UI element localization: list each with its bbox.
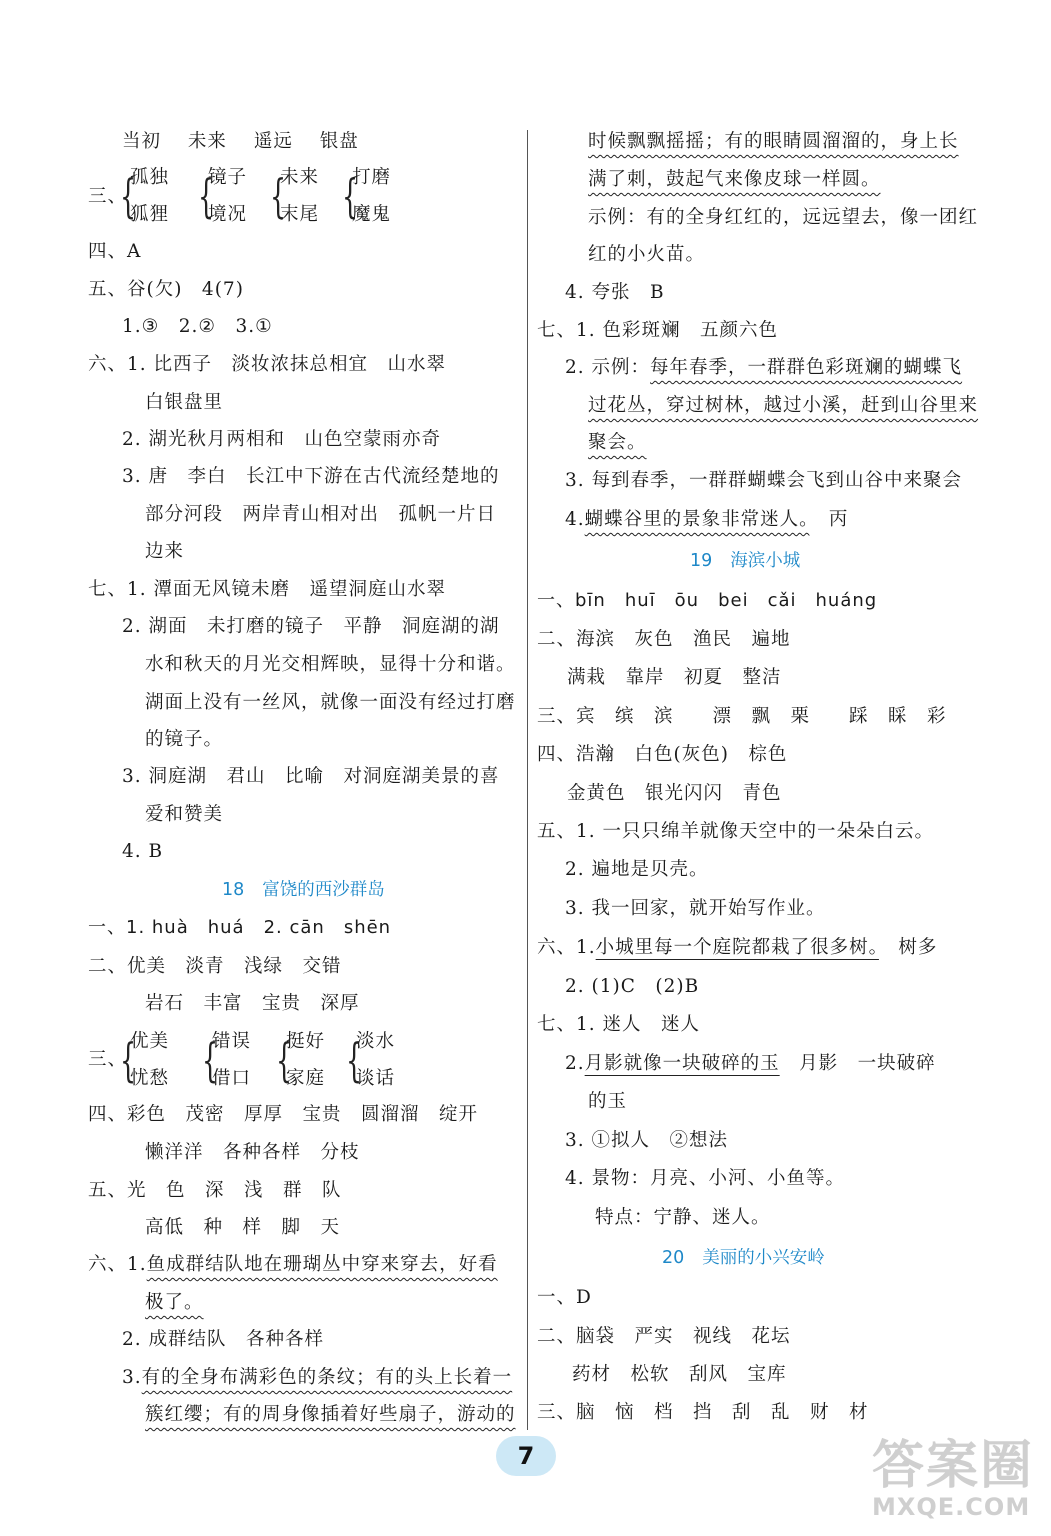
- lesson-title: [662, 1243, 825, 1273]
- underlined-answer: 满了刺，鼓起气来像皮球一样圆。: [588, 169, 881, 190]
- brace-word: 末尾: [280, 204, 320, 225]
- answer-line: 3. ①拟人 ②想法: [565, 1130, 729, 1151]
- underlined-answer: 过花丛，穿过树林，越过小溪，赶到山谷里来: [588, 395, 979, 416]
- brace-mark: {: [346, 1033, 363, 1087]
- brace-mark: {: [270, 169, 287, 223]
- watermark: [872, 1438, 1042, 1530]
- underlined-answer: 每年春季，一群群色彩斑斓的蝴蝶飞: [650, 357, 963, 378]
- answer-line: [588, 391, 978, 421]
- answer-line: 边来: [145, 541, 185, 562]
- answer-line: 3. 洞庭湖 君山 比喻 对洞庭湖美景的喜: [122, 766, 500, 787]
- underlined-answer: 有的全身布满彩色的条纹；有的头上长着一: [141, 1367, 513, 1388]
- lesson-number: 19: [690, 551, 713, 571]
- column-divider: [527, 130, 528, 1430]
- brace-word: 优美: [130, 1031, 170, 1052]
- brace-mark: {: [342, 169, 359, 223]
- answer-line: 白银盘里: [145, 392, 224, 413]
- section-label: 三、: [88, 1049, 128, 1070]
- answer-line: 4. 夸张 B: [565, 282, 665, 303]
- lesson-name: 富饶的西沙群岛: [262, 880, 385, 900]
- brace-mark: {: [198, 169, 215, 223]
- underlined-answer: 簇红缨；有的周身像插着好些扇子，游动的: [145, 1404, 516, 1425]
- brace-mark: {: [120, 1033, 137, 1087]
- underlined-answer: 鱼成群结队地在珊瑚丛中穿来穿去，好看: [146, 1254, 498, 1275]
- brace-mark: {: [276, 1033, 293, 1087]
- answer-line: [122, 127, 359, 157]
- lesson-name: 海滨小城: [730, 551, 801, 571]
- page-number: 7: [517, 1442, 535, 1470]
- brace-mark: {: [202, 1033, 219, 1087]
- answer-line: 4. B: [122, 841, 164, 862]
- answer-line: [588, 165, 881, 195]
- answer-line: 3. 每到春季，一群群蝴蝶会飞到山谷中来聚会: [565, 470, 963, 491]
- brace-word: 未来: [280, 167, 320, 188]
- word: 遥远: [253, 131, 293, 152]
- answer-text: 月影 一块破碎: [779, 1053, 936, 1074]
- answer-line: [565, 353, 962, 383]
- brace-mark: {: [120, 169, 137, 223]
- answer-line: [122, 1363, 512, 1393]
- answer-line: 四、彩色 茂密 厚厚 宝贵 圆溜溜 绽开: [88, 1104, 479, 1125]
- item-number: 3.: [122, 1367, 142, 1388]
- underlined-answer: 月影就像一块破碎的玉: [584, 1053, 780, 1074]
- answer-line: 五、光 色 深 浅 群 队: [88, 1180, 342, 1201]
- brace-word: 忧愁: [130, 1068, 170, 1089]
- answer-line: 3. 我一回家，就开始写作业。: [565, 898, 826, 919]
- brace-word: 孤独: [130, 167, 170, 188]
- item-number: 六、1.: [88, 1254, 147, 1275]
- answer-line: 的玉: [588, 1091, 628, 1112]
- answer-line: 4. 景物：月亮、小河、小鱼等。: [565, 1168, 846, 1189]
- lesson-title: [222, 875, 385, 905]
- watermark-logo-text: 答案圈: [872, 1436, 1035, 1496]
- underlined-answer: 聚会。: [588, 432, 647, 453]
- answer-line: 2. 遍地是贝壳。: [565, 859, 709, 880]
- answer-line: 二、脑袋 严实 视线 花坛: [537, 1326, 791, 1347]
- answer-line: 五、1. 一只只绵羊就像天空中的一朵朵白云。: [537, 821, 935, 842]
- answer-line: [588, 428, 647, 458]
- answer-line: 部分河段 两岸青山相对出 孤帆一片日: [145, 504, 497, 525]
- answer-line: 二、优美 淡青 浅绿 交错: [88, 956, 342, 977]
- brace-word: 借口: [212, 1068, 252, 1089]
- item-number: 六、1.: [537, 937, 596, 958]
- answer-line: 湖面上没有一丝风，就像一面没有经过打磨: [145, 692, 516, 713]
- answer-line: 一、D: [537, 1287, 592, 1308]
- answer-line: 示例：有的全身红红的，远远望去，像一团红: [588, 207, 979, 228]
- underlined-answer: 小城里每一个庭院都栽了很多树。: [595, 937, 879, 958]
- answer-line: 药材 松软 刮风 宝库: [572, 1364, 787, 1385]
- answer-line: 七、1. 迷人 迷人: [537, 1014, 701, 1035]
- answer-line: 三、脑 恼 档 挡 刮 乱 财 材: [537, 1402, 869, 1423]
- brace-word: 家庭: [286, 1068, 326, 1089]
- word: 当初: [122, 131, 162, 152]
- answer-line: [88, 1250, 498, 1280]
- answer-line: 五、谷(欠) 4(7): [88, 279, 244, 300]
- underlined-answer: 时候飘飘摇摇；有的眼睛圆溜溜的，身上长: [588, 131, 959, 152]
- answer-line: 水和秋天的月光交相辉映，显得十分和谐。: [145, 654, 516, 675]
- brace-word: 魔鬼: [352, 204, 392, 225]
- word: 银盘: [319, 131, 359, 152]
- brace-word: 打磨: [352, 167, 392, 188]
- lesson-number: 20: [662, 1248, 685, 1268]
- answer-line: 一、1. huà huá 2. cān shēn: [88, 917, 392, 938]
- answer-line: 2. 湖面 未打磨的镜子 平静 洞庭湖的湖: [122, 616, 500, 637]
- answer-line: 2. 成群结队 各种各样: [122, 1329, 325, 1350]
- answer-line: 七、1. 潭面无风镜未磨 遥望洞庭山水翠: [88, 579, 447, 600]
- answer-line: 1.③ 2.② 3.①: [122, 316, 273, 337]
- answer-line: 满栽 靠岸 初夏 整洁: [567, 667, 782, 688]
- answer-line: [565, 505, 848, 535]
- answer-line: [565, 1049, 936, 1079]
- answer-line: [145, 1400, 516, 1430]
- answer-line: 岩石 丰富 宝贵 深厚: [145, 993, 360, 1014]
- answer-line: 2. 湖光秋月两相和 山色空蒙雨亦奇: [122, 429, 442, 450]
- answer-line: 金黄色 银光闪闪 青色: [567, 783, 782, 804]
- answer-line: 三、宾 缤 滨 漂 飘 栗 踩 睬 彩: [537, 706, 947, 727]
- answer-line: 四、浩瀚 白色(灰色) 棕色: [537, 744, 788, 765]
- item-number: 2. 示例：: [565, 357, 651, 378]
- answer-line: 特点：宁静、迷人。: [595, 1207, 771, 1228]
- answer-line: 二、海滨 灰色 渔民 遍地: [537, 629, 791, 650]
- underlined-answer: 蝴蝶谷里的景象非常迷人。: [584, 509, 810, 530]
- brace-word: 淡水: [356, 1031, 396, 1052]
- answer-line: 七、1. 色彩斑斓 五颜六色: [537, 320, 779, 341]
- answer-line: 四、A: [88, 241, 142, 262]
- answer-line: 2. (1)C (2)B: [565, 976, 700, 997]
- item-number: 2.: [565, 1053, 585, 1074]
- section-label: 三、: [88, 186, 128, 207]
- answer-line: 的镜子。: [145, 729, 224, 750]
- answer-line: 一、bīn huī ōu bei cǎi huáng: [537, 590, 878, 611]
- underlined-answer: 极了。: [145, 1292, 204, 1313]
- answer-line: 高低 种 样 脚 天: [145, 1217, 341, 1238]
- answer-line: 3. 唐 李白 长江中下游在古代流经楚地的: [122, 466, 500, 487]
- brace-word: 狐狸: [130, 204, 170, 225]
- brace-word: 镜子: [208, 167, 248, 188]
- brace-word: 境况: [208, 204, 248, 225]
- lesson-name: 美丽的小兴安岭: [702, 1248, 825, 1268]
- answer-line: 懒洋洋 各种各样 分枝: [145, 1142, 360, 1163]
- answer-line: [145, 1288, 204, 1318]
- answer-line: [537, 933, 937, 963]
- brace-word: 错误: [212, 1031, 252, 1052]
- answer-text: 树多: [878, 937, 938, 958]
- lesson-title: [690, 546, 800, 576]
- brace-word: 挺好: [286, 1031, 326, 1052]
- answer-line: 六、1. 比西子 淡妆浓抹总相宜 山水翠: [88, 354, 447, 375]
- answer-line: 爱和赞美: [145, 804, 224, 825]
- watermark-url: MXQE.COM: [872, 1493, 1031, 1521]
- lesson-number: 18: [222, 880, 245, 900]
- word: 未来: [187, 131, 227, 152]
- answer-line: [588, 127, 959, 157]
- item-number: 4.: [565, 509, 585, 530]
- brace-word: 谈话: [356, 1068, 396, 1089]
- answer-line: 红的小火苗。: [588, 244, 706, 265]
- answer-text: 丙: [809, 509, 849, 530]
